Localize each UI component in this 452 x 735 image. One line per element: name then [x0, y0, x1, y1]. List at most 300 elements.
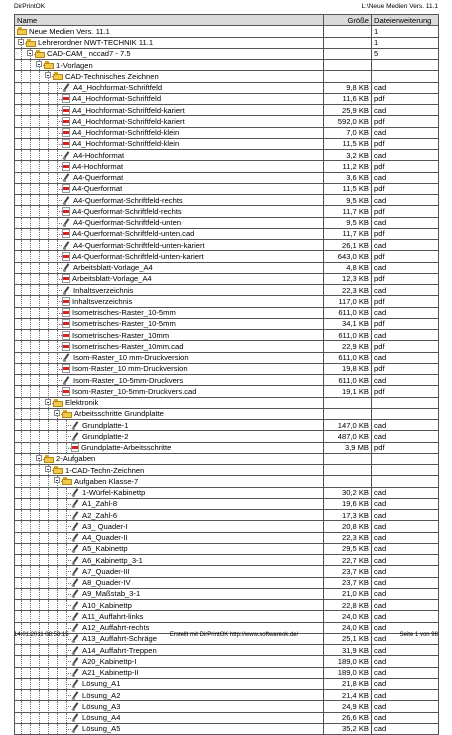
cell-size	[324, 453, 372, 464]
file-row	[15, 228, 439, 239]
tree-connector	[17, 240, 62, 250]
cell-extension	[372, 408, 439, 419]
file-row	[15, 307, 439, 318]
tree-connector	[17, 285, 62, 295]
cell-extension: cad	[372, 600, 439, 611]
tree-connector	[17, 296, 62, 306]
cell-extension	[372, 397, 439, 408]
cell-size: 11,7 KB	[324, 228, 372, 239]
cad-file-icon	[62, 241, 71, 250]
cell-extension: cad	[372, 611, 439, 622]
cell-name	[15, 701, 324, 712]
cell-size	[324, 397, 372, 408]
tree-connector	[17, 566, 71, 576]
cell-name	[15, 307, 324, 318]
cell-size: 12,3 KB	[324, 273, 372, 284]
cell-name	[15, 408, 324, 419]
pdf-file-icon	[62, 106, 70, 115]
cad-file-icon	[62, 376, 71, 385]
collapse-toggle-icon[interactable]	[18, 39, 24, 45]
entry-name: A6_Kabinettp_3-1	[82, 555, 143, 565]
folder-icon	[53, 72, 63, 80]
cell-extension: cad	[372, 105, 439, 116]
entry-name: 1-Würfel-Kabinettp	[82, 488, 146, 498]
tree-connector	[17, 476, 62, 486]
cell-extension: pdf	[372, 161, 439, 172]
entry-name: Isometrisches-Raster_10-5mm	[72, 308, 176, 318]
tree-connector	[17, 645, 71, 655]
entry-name: Grundplatte-Arbeitsschritte	[81, 443, 172, 453]
cell-size: 21,8 KB	[324, 678, 372, 689]
pdf-file-icon	[62, 297, 70, 306]
cell-name	[15, 476, 324, 487]
cad-file-icon	[71, 522, 80, 531]
tree-connector	[17, 49, 35, 59]
cell-size: 19,1 KB	[324, 386, 372, 397]
entry-name: Arbeitsblatt-Vorlage_A4	[73, 263, 153, 273]
cell-size: 34,1 KB	[324, 318, 372, 329]
collapse-toggle-icon[interactable]	[45, 466, 51, 472]
pdf-file-icon	[62, 252, 70, 261]
cell-extension: cad	[372, 566, 439, 577]
cad-file-icon	[71, 668, 80, 677]
cell-extension: cad	[372, 431, 439, 442]
entry-name: Elektronik	[65, 398, 99, 408]
cad-file-icon	[62, 196, 71, 205]
column-header-extension: Dateierweiterung	[372, 15, 439, 26]
entry-name: Isom-Raster_10-5mm-Druckvers.cad	[72, 386, 197, 396]
cell-extension: cad	[372, 510, 439, 521]
entry-name: A4-Querformat-Schriftfeld-unten.cad	[72, 229, 195, 239]
cell-extension: pdf	[372, 318, 439, 329]
tree-connector	[17, 139, 62, 149]
tree-connector	[17, 330, 62, 340]
cell-extension: cad	[372, 622, 439, 633]
file-row	[15, 105, 439, 116]
collapse-toggle-icon[interactable]	[36, 455, 42, 461]
cell-extension: cad	[372, 690, 439, 701]
file-row	[15, 150, 439, 161]
file-row	[15, 543, 439, 554]
cell-extension: cad	[372, 555, 439, 566]
cell-extension	[372, 476, 439, 487]
entry-name: A4_Quader-II	[82, 533, 128, 543]
directory-listing-table	[14, 14, 439, 735]
file-row	[15, 363, 439, 374]
cell-extension: cad	[372, 150, 439, 161]
collapse-toggle-icon[interactable]	[45, 399, 51, 405]
collapse-toggle-icon[interactable]	[54, 477, 60, 483]
cell-name	[15, 318, 324, 329]
cell-name	[15, 240, 324, 251]
pdf-file-icon	[62, 207, 70, 216]
cad-file-icon	[71, 724, 80, 733]
folder-icon	[44, 455, 54, 463]
entry-name: Lösung_A1	[82, 679, 121, 689]
entry-name: A12_Auffahrt-rechts	[82, 623, 150, 633]
cell-size: 23,7 KB	[324, 577, 372, 588]
cad-file-icon	[71, 612, 80, 621]
footer-page-number: Seite 1 von 98	[399, 631, 438, 638]
tree-connector	[17, 488, 71, 498]
tree-connector	[17, 218, 62, 228]
cell-size: 22,7 KB	[324, 555, 372, 566]
cell-extension: cad	[372, 240, 439, 251]
cad-file-icon	[71, 646, 80, 655]
cell-extension: cad	[372, 127, 439, 138]
tree-connector	[17, 701, 71, 711]
tree-connector	[17, 38, 26, 48]
cell-extension: cad	[372, 498, 439, 509]
pdf-file-icon	[62, 331, 70, 340]
file-row	[15, 656, 439, 667]
cell-name	[15, 161, 324, 172]
tree-connector	[17, 60, 44, 70]
file-row	[15, 611, 439, 622]
pdf-file-icon	[62, 162, 70, 171]
cell-size: 22,9 KB	[324, 341, 372, 352]
table-header-row	[15, 15, 439, 26]
file-row	[15, 341, 439, 352]
cell-extension: cad	[372, 588, 439, 599]
cell-size: 117,0 KB	[324, 296, 372, 307]
cell-extension: cad	[372, 521, 439, 532]
cell-name	[15, 71, 324, 82]
cell-name	[15, 60, 324, 71]
cell-extension: pdf	[372, 341, 439, 352]
entry-name: Arbeitsblatt-Vorlage_A4	[72, 274, 152, 284]
entry-name: A4-Querformat	[73, 173, 124, 183]
file-row	[15, 161, 439, 172]
cell-name	[15, 521, 324, 532]
cell-name	[15, 555, 324, 566]
folder-row	[15, 71, 439, 82]
cell-extension	[372, 465, 439, 476]
entry-name: 1-CAD-Techn-Zeichnen	[65, 465, 145, 475]
cad-file-icon	[71, 601, 80, 610]
cell-extension: pdf	[372, 138, 439, 149]
column-header-size: Größe	[324, 15, 372, 26]
tree-connector	[17, 116, 62, 126]
collapse-toggle-icon[interactable]	[45, 72, 51, 78]
cell-size: 11,7 KB	[324, 206, 372, 217]
file-row	[15, 262, 439, 273]
entry-name: A4-Querformat-Schriftfeld-unten-kariert	[72, 251, 204, 261]
page-footer	[14, 630, 438, 639]
entry-name: A13_Auffahrt-Schräge	[82, 634, 158, 644]
cell-extension: cad	[372, 712, 439, 723]
entry-name: A2_Zahl-6	[82, 510, 118, 520]
cell-name	[15, 690, 324, 701]
tree-connector	[17, 589, 71, 599]
file-row	[15, 690, 439, 701]
cell-name	[15, 251, 324, 262]
cad-file-icon	[71, 702, 80, 711]
file-row	[15, 273, 439, 284]
cell-name	[15, 26, 324, 37]
tree-connector	[17, 308, 62, 318]
file-row	[15, 442, 439, 453]
folder-row	[15, 60, 439, 71]
entry-name: A4_Hochformat-Schriftfeld-klein	[72, 128, 180, 138]
pdf-file-icon	[62, 94, 70, 103]
file-row	[15, 577, 439, 588]
cell-name	[15, 228, 324, 239]
folder-row	[15, 476, 439, 487]
entry-name: A4-Querformat-Schriftfeld-unten-kariert	[73, 240, 205, 250]
entry-name: Isom-Raster_10 mm-Druckversion	[72, 364, 188, 374]
cell-extension: pdf	[372, 296, 439, 307]
file-row	[15, 532, 439, 543]
cell-extension: cad	[372, 667, 439, 678]
cell-name	[15, 645, 324, 656]
entry-name: Lösung_A2	[82, 690, 121, 700]
cell-extension: pdf	[372, 273, 439, 284]
cell-extension: cad	[372, 195, 439, 206]
cell-name	[15, 532, 324, 543]
entry-name: Neue Medien Vers. 11.1	[29, 26, 110, 36]
cell-name	[15, 363, 324, 374]
cell-name	[15, 217, 324, 228]
cad-file-icon	[62, 353, 71, 362]
footer-timestamp: 14.01.2011 08:53:15	[14, 631, 69, 638]
tree-connector	[17, 521, 71, 531]
cell-size: 487,0 KB	[324, 431, 372, 442]
cell-extension: cad	[372, 307, 439, 318]
folder-row	[15, 48, 439, 59]
cell-size: 611,0 KB	[324, 307, 372, 318]
cad-file-icon	[62, 83, 71, 92]
cell-size: 147,0 KB	[324, 420, 372, 431]
file-row	[15, 645, 439, 656]
cell-size: 25,9 KB	[324, 105, 372, 116]
entry-name: Lösung_A5	[82, 724, 121, 734]
entry-name: A4_Hochformat-Schriftfeld-klein	[72, 139, 180, 149]
entry-name: Inhaltsverzeichnis	[72, 296, 133, 306]
collapse-toggle-icon[interactable]	[27, 50, 33, 56]
entry-name: CAD-CAM_ nccad7 - 7.5	[47, 49, 131, 59]
entry-name: Aufgaben Klasse-7	[74, 476, 139, 486]
tree-connector	[17, 364, 62, 374]
entry-name: Isom-Raster_10 mm-Druckversion	[73, 353, 189, 363]
cell-name	[15, 262, 324, 273]
tree-connector	[17, 105, 62, 115]
cad-file-icon	[71, 556, 80, 565]
pdf-file-icon	[62, 274, 70, 283]
cad-file-icon	[71, 511, 80, 520]
cell-name	[15, 543, 324, 554]
file-row	[15, 487, 439, 498]
cell-size	[324, 37, 372, 48]
cell-extension: cad	[372, 532, 439, 543]
tree-connector	[17, 128, 62, 138]
entry-name: Arbeitsschritte Grundplatte	[74, 409, 164, 419]
cell-name	[15, 611, 324, 622]
folder-icon	[62, 410, 72, 418]
cell-name	[15, 656, 324, 667]
file-row	[15, 521, 439, 532]
cell-size: 35,2 KB	[324, 723, 372, 734]
cad-file-icon	[71, 533, 80, 542]
entry-name: A4-Querformat	[72, 184, 123, 194]
cell-size: 189,0 KB	[324, 656, 372, 667]
file-row	[15, 420, 439, 431]
cell-extension: cad	[372, 217, 439, 228]
entry-name: A5_Kabinettp	[82, 544, 128, 554]
tree-connector	[17, 206, 62, 216]
cell-size: 4,8 KB	[324, 262, 372, 273]
cell-size: 11,5 KB	[324, 183, 372, 194]
tree-connector	[17, 713, 71, 723]
cell-extension	[372, 453, 439, 464]
tree-connector	[17, 173, 62, 183]
cell-size: 611,0 KB	[324, 352, 372, 363]
cell-size: 24,0 KB	[324, 622, 372, 633]
cell-name	[15, 712, 324, 723]
cad-file-icon	[71, 544, 80, 553]
file-row	[15, 240, 439, 251]
cell-name	[15, 127, 324, 138]
cell-extension: cad	[372, 82, 439, 93]
cell-extension: pdf	[372, 386, 439, 397]
cell-name	[15, 48, 324, 59]
cell-name	[15, 386, 324, 397]
tree-connector	[17, 274, 62, 284]
entry-name: A4_Hochformat-Schriftfeld-kariert	[72, 116, 185, 126]
tree-connector	[17, 420, 71, 430]
cell-size: 3,9 MB	[324, 442, 372, 453]
cell-size: 3,6 KB	[324, 172, 372, 183]
file-row	[15, 318, 439, 329]
entry-name: A4-Querformat-Schriftfeld-rechts	[72, 206, 182, 216]
cell-size: 7,0 KB	[324, 127, 372, 138]
cell-size	[324, 465, 372, 476]
cell-size: 592,0 KB	[324, 116, 372, 127]
cad-file-icon	[71, 679, 80, 688]
page-header	[14, 1, 438, 11]
cell-size: 19,6 KB	[324, 498, 372, 509]
cad-file-icon	[71, 589, 80, 598]
tree-connector	[17, 578, 71, 588]
cell-name	[15, 296, 324, 307]
folder-icon	[35, 50, 45, 58]
cell-name	[15, 465, 324, 476]
cell-extension: pdf	[372, 116, 439, 127]
file-row	[15, 510, 439, 521]
entry-name: Lösung_A4	[82, 713, 121, 723]
cell-name	[15, 442, 324, 453]
tree-connector	[17, 431, 71, 441]
file-row	[15, 386, 439, 397]
cell-name	[15, 397, 324, 408]
cell-extension: cad	[372, 633, 439, 644]
file-row	[15, 195, 439, 206]
file-row	[15, 667, 439, 678]
cell-name	[15, 498, 324, 509]
cell-size: 9,8 KB	[324, 82, 372, 93]
cell-size: 26,6 KB	[324, 712, 372, 723]
cell-name	[15, 93, 324, 104]
cell-extension: cad	[372, 701, 439, 712]
entry-name: A21_Kabinettp-II	[82, 668, 139, 678]
cell-extension: cad	[372, 330, 439, 341]
cell-name	[15, 138, 324, 149]
tree-connector	[17, 465, 53, 475]
column-header-name: Name	[15, 15, 324, 26]
cell-name	[15, 678, 324, 689]
tree-connector	[17, 150, 62, 160]
file-row	[15, 206, 439, 217]
cell-name	[15, 37, 324, 48]
tree-connector	[17, 668, 71, 678]
cell-size: 11,5 KB	[324, 138, 372, 149]
entry-name: Inhaltsverzeichnis	[73, 285, 134, 295]
cell-size: 30,2 KB	[324, 487, 372, 498]
entry-name: A4_Hochformat-Schriftfeld-kariert	[72, 105, 185, 115]
tree-connector	[17, 533, 71, 543]
cad-file-icon	[71, 567, 80, 576]
cell-name	[15, 273, 324, 284]
file-row	[15, 172, 439, 183]
cell-name	[15, 375, 324, 386]
folder-icon	[17, 27, 27, 35]
entry-name: A4_Hochformat-Schriftfeld	[72, 94, 162, 104]
cad-file-icon	[71, 657, 80, 666]
file-row	[15, 285, 439, 296]
pdf-file-icon	[62, 139, 70, 148]
cell-extension: cad	[372, 262, 439, 273]
file-row	[15, 330, 439, 341]
cell-extension: pdf	[372, 363, 439, 374]
collapse-toggle-icon[interactable]	[54, 410, 60, 416]
cell-size: 26,1 KB	[324, 240, 372, 251]
cad-file-icon	[62, 286, 71, 295]
cell-extension: cad	[372, 420, 439, 431]
pdf-file-icon	[71, 443, 79, 452]
file-row	[15, 712, 439, 723]
cell-name	[15, 510, 324, 521]
cell-name	[15, 420, 324, 431]
cell-extension: cad	[372, 656, 439, 667]
tree-connector	[17, 251, 62, 261]
cell-size: 17,3 KB	[324, 510, 372, 521]
cell-name	[15, 352, 324, 363]
collapse-toggle-icon[interactable]	[36, 61, 42, 67]
cell-size	[324, 26, 372, 37]
cell-size	[324, 60, 372, 71]
cad-file-icon	[71, 488, 80, 497]
cad-file-icon	[71, 578, 80, 587]
file-row	[15, 600, 439, 611]
tree-connector	[17, 600, 71, 610]
cell-extension: 1	[372, 37, 439, 48]
cell-size: 22,8 KB	[324, 600, 372, 611]
cell-size: 31,9 KB	[324, 645, 372, 656]
file-row	[15, 183, 439, 194]
folder-icon	[44, 61, 54, 69]
cell-name	[15, 150, 324, 161]
tree-connector	[17, 184, 62, 194]
pdf-file-icon	[62, 229, 70, 238]
cell-size: 611,0 KB	[324, 375, 372, 386]
pdf-file-icon	[62, 387, 70, 396]
cell-name	[15, 667, 324, 678]
file-row	[15, 116, 439, 127]
cell-size: 21,0 KB	[324, 588, 372, 599]
tree-connector	[17, 724, 71, 734]
cell-name	[15, 195, 324, 206]
cell-size: 24,0 KB	[324, 611, 372, 622]
